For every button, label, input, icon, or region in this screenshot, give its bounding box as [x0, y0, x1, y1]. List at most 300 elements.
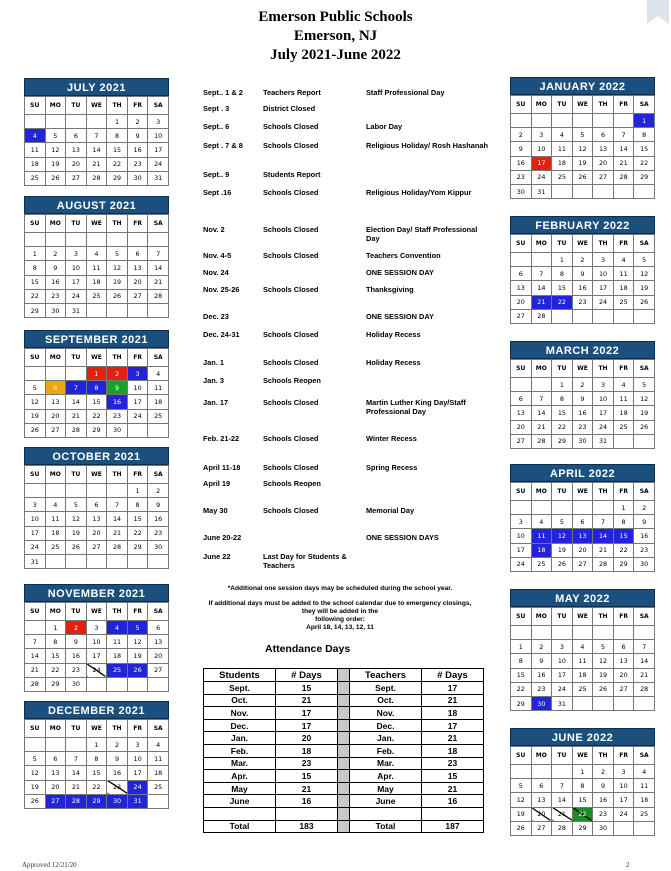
empty-day-cell [552, 626, 573, 640]
empty-day-cell [552, 501, 573, 515]
attendance-cell: 15 [422, 770, 484, 783]
day-cell: 14 [148, 261, 169, 275]
day-cell: 6 [531, 779, 552, 793]
empty-day-cell [511, 765, 532, 779]
event-date: Nov. 4-5 [203, 251, 232, 260]
day-header: SA [634, 96, 655, 114]
empty-day-cell [127, 677, 148, 691]
attendance-cell: 21 [422, 732, 484, 745]
day-cell: 3 [613, 765, 634, 779]
empty-day-cell [613, 114, 634, 128]
day-header: WE [86, 603, 107, 621]
day-cell: 6 [127, 247, 148, 261]
day-cell: 21 [613, 156, 634, 170]
day-cell: 1 [572, 765, 593, 779]
day-cell: 23 [572, 420, 593, 434]
day-cell: 24 [593, 295, 614, 309]
day-header: FR [127, 97, 148, 115]
day-cell: 26 [572, 170, 593, 184]
event-date: Sept.. 1 & 2 [203, 88, 243, 97]
event-date: May 30 [203, 506, 228, 515]
attendance-cell [276, 807, 338, 820]
empty-day-cell [511, 626, 532, 640]
event-note: Memorial Day [366, 506, 415, 515]
day-cell: 16 [634, 529, 655, 543]
month-title: JULY 2021 [24, 78, 169, 96]
event-date: April 11-18 [203, 463, 241, 472]
day-cell: 18 [552, 156, 573, 170]
day-cell: 2 [572, 253, 593, 267]
month-grid [510, 746, 655, 836]
day-cell: 4 [552, 128, 573, 142]
empty-day-cell [593, 501, 614, 515]
day-cell: 24 [531, 170, 552, 184]
attendance-cell: Mar. [204, 757, 276, 770]
day-header: TH [107, 215, 128, 233]
day-cell: 5 [25, 752, 46, 766]
empty-day-cell [531, 765, 552, 779]
day-cell: 11 [45, 512, 66, 526]
attendance-cell: 17 [422, 719, 484, 732]
month-february-2022 [510, 216, 655, 324]
day-header: MO [45, 603, 66, 621]
day-header: TH [593, 235, 614, 253]
day-cell: 14 [531, 406, 552, 420]
event-date: Nov. 24 [203, 268, 229, 277]
day-cell: 17 [531, 156, 552, 170]
day-cell: 30 [66, 677, 87, 691]
day-cell: 28 [593, 557, 614, 571]
day-header: MO [45, 97, 66, 115]
day-cell: 13 [86, 512, 107, 526]
empty-day-cell [531, 114, 552, 128]
empty-day-cell [45, 367, 66, 381]
day-cell: 4 [107, 621, 128, 635]
day-cell: 26 [511, 821, 532, 835]
day-cell: 31 [552, 696, 573, 710]
day-cell: 20 [593, 156, 614, 170]
day-header: TU [552, 235, 573, 253]
day-header: TH [593, 747, 614, 765]
day-cell: 26 [25, 794, 46, 808]
day-cell: 31 [148, 171, 169, 185]
day-cell: 5 [552, 515, 573, 529]
day-cell: 8 [86, 381, 107, 395]
month-title: MAY 2022 [510, 589, 655, 607]
day-cell: 4 [148, 367, 169, 381]
attendance-title: Attendance Days [265, 643, 351, 655]
empty-day-cell [552, 184, 573, 198]
empty-day-cell [593, 309, 614, 323]
day-cell: 30 [634, 557, 655, 571]
empty-day-cell [634, 626, 655, 640]
day-cell: 15 [127, 512, 148, 526]
day-header: SA [634, 483, 655, 501]
day-cell: 14 [107, 512, 128, 526]
attendance-cell: Sept. [350, 682, 422, 695]
event-status: Schools Reopen [263, 376, 321, 385]
table-divider [338, 757, 350, 770]
additional-days-note: *Additional one session days may be scheduled during the school year. [227, 585, 453, 592]
day-cell: 16 [127, 143, 148, 157]
day-cell: 31 [127, 794, 148, 808]
day-cell: 26 [107, 289, 128, 303]
day-cell: 8 [572, 779, 593, 793]
attendance-header: # Days [422, 669, 484, 682]
attendance-cell: Dec. [350, 719, 422, 732]
day-header: FR [613, 608, 634, 626]
day-header: SA [148, 603, 169, 621]
attendance-cell: Feb. [204, 744, 276, 757]
day-header: FR [613, 483, 634, 501]
day-cell: 6 [593, 128, 614, 142]
day-cell: 16 [148, 512, 169, 526]
day-cell: 12 [25, 395, 46, 409]
day-cell: 19 [634, 281, 655, 295]
attendance-cell: May [350, 782, 422, 795]
day-cell: 3 [593, 253, 614, 267]
attendance-cell: 187 [422, 820, 484, 833]
day-cell: 17 [25, 526, 46, 540]
day-cell: 7 [593, 515, 614, 529]
empty-day-cell [613, 696, 634, 710]
day-header: TH [593, 96, 614, 114]
day-cell: 19 [45, 157, 66, 171]
day-cell: 19 [25, 780, 46, 794]
day-header: SU [511, 608, 532, 626]
day-cell: 27 [511, 309, 532, 323]
day-cell: 9 [66, 635, 87, 649]
day-cell: 16 [572, 281, 593, 295]
day-cell: 7 [552, 779, 573, 793]
attendance-cell: 15 [276, 682, 338, 695]
day-cell: 14 [86, 143, 107, 157]
attendance-cell: Nov. [350, 707, 422, 720]
day-header: WE [86, 349, 107, 367]
attendance-header: Teachers [350, 669, 422, 682]
day-cell: 21 [86, 157, 107, 171]
day-cell: 25 [552, 170, 573, 184]
day-cell: 28 [613, 170, 634, 184]
event-note: Spring Recess [366, 463, 418, 472]
day-cell: 16 [511, 156, 532, 170]
event-note: Holiday Recess [366, 358, 421, 367]
day-header: MO [531, 747, 552, 765]
day-cell: 17 [86, 649, 107, 663]
day-cell: 1 [511, 640, 532, 654]
month-title: FEBRUARY 2022 [510, 216, 655, 234]
day-header: FR [613, 360, 634, 378]
day-cell: 25 [613, 295, 634, 309]
day-cell: 30 [127, 171, 148, 185]
day-header: SA [634, 747, 655, 765]
empty-day-cell [511, 253, 532, 267]
attendance-cell: 21 [422, 782, 484, 795]
day-cell: 27 [613, 682, 634, 696]
event-date: Jan. 17 [203, 398, 229, 407]
day-cell: 1 [86, 367, 107, 381]
attendance-cell: May [204, 782, 276, 795]
day-cell: 1 [107, 115, 128, 129]
event-note: Staff Professional Day [366, 88, 445, 97]
day-cell: 24 [25, 540, 46, 554]
empty-day-cell [45, 484, 66, 498]
day-cell: 14 [593, 529, 614, 543]
day-cell: 9 [107, 752, 128, 766]
day-cell: 6 [511, 267, 532, 281]
day-header: SU [25, 466, 46, 484]
month-may-2022 [510, 589, 655, 711]
day-cell: 2 [593, 765, 614, 779]
day-cell: 21 [148, 275, 169, 289]
empty-day-cell [572, 501, 593, 515]
empty-day-cell [107, 484, 128, 498]
day-cell: 20 [127, 275, 148, 289]
day-cell: 3 [593, 378, 614, 392]
day-header: SU [25, 97, 46, 115]
month-title: MARCH 2022 [510, 341, 655, 359]
day-cell: 8 [86, 752, 107, 766]
day-cell: 6 [572, 515, 593, 529]
empty-day-cell [572, 114, 593, 128]
day-cell: 11 [572, 654, 593, 668]
day-cell: 9 [148, 498, 169, 512]
attendance-cell: June [204, 795, 276, 808]
empty-day-cell [66, 484, 87, 498]
day-cell: 5 [127, 621, 148, 635]
day-cell: 10 [552, 654, 573, 668]
table-divider [338, 744, 350, 757]
day-cell: 1 [86, 738, 107, 752]
emergency-line-4: April 18, 14, 13, 12, 11 [306, 624, 374, 631]
day-header: WE [572, 608, 593, 626]
day-cell: 4 [86, 247, 107, 261]
month-july-2021 [24, 78, 169, 186]
day-cell: 22 [613, 543, 634, 557]
day-cell: 11 [531, 529, 552, 543]
day-cell: 4 [572, 640, 593, 654]
table-divider [338, 770, 350, 783]
day-cell: 28 [148, 289, 169, 303]
event-date: Jan. 1 [203, 358, 224, 367]
day-cell: 28 [552, 821, 573, 835]
event-status: Schools Closed [263, 463, 319, 472]
day-header: MO [45, 720, 66, 738]
day-header: TU [552, 608, 573, 626]
day-header: TH [107, 97, 128, 115]
day-cell: 13 [45, 766, 66, 780]
day-cell: 26 [634, 420, 655, 434]
day-header: SA [148, 720, 169, 738]
attendance-cell: Jan. [350, 732, 422, 745]
day-header: SU [25, 215, 46, 233]
day-cell: 5 [634, 253, 655, 267]
day-cell: 12 [25, 766, 46, 780]
event-date: June 22 [203, 552, 231, 561]
day-cell: 3 [127, 738, 148, 752]
day-cell: 4 [634, 765, 655, 779]
day-cell: 10 [66, 261, 87, 275]
day-cell: 27 [572, 557, 593, 571]
day-cell: 6 [45, 752, 66, 766]
day-cell: 4 [45, 498, 66, 512]
day-cell: 24 [511, 557, 532, 571]
day-cell: 14 [634, 654, 655, 668]
empty-day-cell [66, 738, 87, 752]
day-cell: 19 [593, 668, 614, 682]
event-date: Dec. 23 [203, 312, 229, 321]
district-location: Emerson, NJ [293, 28, 378, 44]
table-divider [338, 719, 350, 732]
day-cell: 1 [552, 378, 573, 392]
day-cell: 3 [86, 621, 107, 635]
day-cell: 17 [127, 766, 148, 780]
day-cell: 18 [148, 766, 169, 780]
day-cell: 23 [572, 295, 593, 309]
day-cell: 1 [25, 247, 46, 261]
day-cell: 28 [86, 171, 107, 185]
day-cell: 31 [66, 303, 87, 317]
empty-day-cell [45, 115, 66, 129]
day-cell: 3 [25, 498, 46, 512]
day-cell: 20 [511, 295, 532, 309]
attendance-cell: 17 [276, 707, 338, 720]
day-cell: 29 [634, 170, 655, 184]
day-cell: 24 [613, 807, 634, 821]
day-header: SU [511, 96, 532, 114]
day-cell: 27 [148, 663, 169, 677]
empty-day-cell [572, 309, 593, 323]
attendance-cell: Total [204, 820, 276, 833]
event-date: Sept . 3 [203, 104, 230, 113]
day-header: SA [148, 466, 169, 484]
day-cell: 8 [127, 498, 148, 512]
day-cell: 12 [634, 392, 655, 406]
day-header: TU [66, 603, 87, 621]
empty-day-cell [148, 303, 169, 317]
empty-day-cell [572, 626, 593, 640]
table-divider [338, 732, 350, 745]
day-cell: 28 [25, 677, 46, 691]
day-cell: 24 [148, 157, 169, 171]
empty-day-cell [45, 554, 66, 568]
event-status: Schools Closed [263, 330, 319, 339]
day-cell: 16 [107, 766, 128, 780]
day-cell: 10 [25, 512, 46, 526]
day-cell: 28 [634, 682, 655, 696]
event-note: Religious Holiday/Yom Kippur [366, 188, 472, 197]
day-cell: 22 [552, 295, 573, 309]
day-header: MO [45, 349, 66, 367]
day-cell: 11 [552, 142, 573, 156]
day-cell: 8 [552, 392, 573, 406]
day-cell: 2 [107, 738, 128, 752]
day-cell: 28 [66, 794, 87, 808]
event-note: Election Day/ Staff Professional Day [366, 225, 478, 243]
day-cell: 7 [66, 752, 87, 766]
day-cell: 18 [25, 157, 46, 171]
day-cell: 18 [531, 543, 552, 557]
empty-day-cell [25, 367, 46, 381]
day-cell: 21 [66, 780, 87, 794]
month-grid [510, 607, 655, 711]
day-cell: 27 [127, 289, 148, 303]
day-cell: 9 [127, 129, 148, 143]
day-cell: 5 [511, 779, 532, 793]
event-note: Religious Holiday/ Rosh Hashanah [366, 141, 488, 150]
day-cell: 15 [634, 142, 655, 156]
attendance-cell: Jan. [204, 732, 276, 745]
day-header: FR [127, 720, 148, 738]
day-header: WE [86, 466, 107, 484]
empty-day-cell [552, 114, 573, 128]
day-cell: 2 [107, 367, 128, 381]
day-cell: 21 [531, 295, 552, 309]
day-cell: 14 [552, 793, 573, 807]
empty-day-cell [127, 423, 148, 437]
day-cell: 26 [552, 557, 573, 571]
day-cell: 26 [127, 663, 148, 677]
day-cell: 15 [511, 668, 532, 682]
day-cell: 29 [511, 696, 532, 710]
day-header: TU [66, 349, 87, 367]
empty-day-cell [634, 821, 655, 835]
day-cell: 24 [86, 663, 107, 677]
attendance-cell: Sept. [204, 682, 276, 695]
event-date: Sept .16 [203, 188, 232, 197]
day-cell: 15 [86, 766, 107, 780]
day-cell: 12 [593, 654, 614, 668]
day-header: FR [613, 96, 634, 114]
day-cell: 28 [531, 309, 552, 323]
day-cell: 5 [25, 381, 46, 395]
event-date: June 20-22 [203, 533, 242, 542]
empty-day-cell [613, 626, 634, 640]
day-cell: 23 [593, 807, 614, 821]
emergency-line-3: following order: [315, 616, 365, 623]
day-cell: 22 [86, 409, 107, 423]
day-cell: 1 [552, 253, 573, 267]
table-divider [338, 707, 350, 720]
day-cell: 20 [572, 543, 593, 557]
empty-day-cell [66, 554, 87, 568]
day-cell: 22 [107, 157, 128, 171]
day-cell: 2 [148, 484, 169, 498]
day-cell: 23 [127, 157, 148, 171]
day-cell: 27 [45, 794, 66, 808]
event-status: District Closed [263, 104, 316, 113]
day-cell: 24 [127, 409, 148, 423]
day-cell: 22 [45, 663, 66, 677]
day-cell: 12 [511, 793, 532, 807]
event-status: Last Day for Students & Teachers [263, 552, 347, 570]
day-cell: 19 [511, 807, 532, 821]
day-cell: 23 [148, 526, 169, 540]
day-header: WE [572, 747, 593, 765]
empty-day-cell [593, 184, 614, 198]
district-name: Emerson Public Schools [258, 9, 413, 25]
day-header: MO [531, 608, 552, 626]
month-title: AUGUST 2021 [24, 196, 169, 214]
day-cell: 31 [593, 434, 614, 448]
day-cell: 30 [45, 303, 66, 317]
day-header: FR [127, 215, 148, 233]
day-cell: 5 [45, 129, 66, 143]
empty-day-cell [45, 738, 66, 752]
day-cell: 17 [552, 668, 573, 682]
day-header: MO [45, 215, 66, 233]
day-cell: 13 [127, 261, 148, 275]
